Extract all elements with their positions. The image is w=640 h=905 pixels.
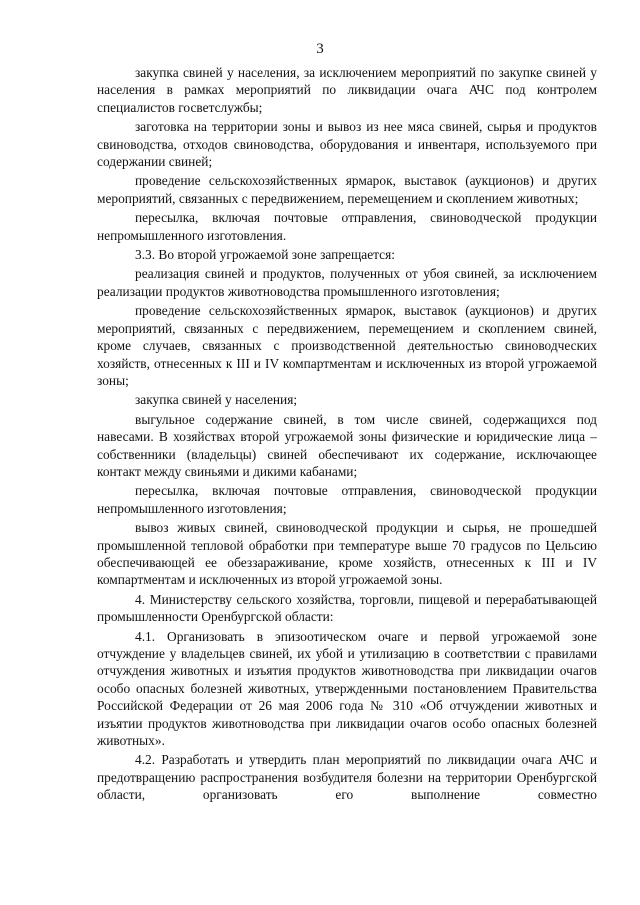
paragraph: заготовка на территории зоны и вывоз из нее мяса свиней, сырья и продуктов свиноводства, отходов свиноводства, оборудования и инвентаря, используемого при содержании свиней; bbox=[97, 119, 597, 170]
paragraph: пересылка, включая почтовые отправления, свиноводческой продукции непромышленного изготовления; bbox=[97, 483, 597, 516]
paragraph: 4.1. Организовать в эпизоотическом очаге и первой угрожаемой зоне отчуждение у владельцев свиней, их убой и утилизацию в соответствии с правилами отчуждения животных и изъятия продуктов животноводства при ликвидации очагов особо опасных болезней животных, утвержденными постановлением Правительства Российской Федерации от 26 мая 2006 года № 310 «Об отчуждении животных и изъятии продуктов животноводства при ликвидации очагов особо опасных болезней животных». bbox=[97, 628, 597, 749]
paragraph: проведение сельскохозяйственных ярмарок, выставок (аукционов) и других мероприятий, связанных с передвижением, перемещением и скоплением животных; bbox=[97, 173, 597, 206]
paragraph: 4.2. Разработать и утвердить план мероприятий по ликвидации очага АЧС и предотвращению распространения возбудителя болезни на территории Оренбургской области, организовать его выполнение совместно bbox=[97, 752, 597, 803]
paragraph: вывоз живых свиней, свиноводческой продукции и сырья, не прошедшей промышленной тепловой обработки при температуре выше 70 градусов по Цельсию обеспечивающей ее обеззараживание, кроме хозяйств, отнесенных к III и IV компартментам и исключенных из второй угрожаемой зоны. bbox=[97, 520, 597, 588]
paragraph: реализация свиней и продуктов, полученных от убоя свиней, за исключением реализации продуктов животноводства промышленного изготовления; bbox=[97, 266, 597, 299]
document-body bbox=[97, 64, 597, 806]
page-number: 3 bbox=[316, 41, 324, 57]
paragraph: пересылка, включая почтовые отправления, свиноводческой продукции непромышленного изготовления. bbox=[97, 210, 597, 243]
section-heading: 4. Министерству сельского хозяйства, торговли, пищевой и перерабатывающей промышленности Оренбургской области: bbox=[97, 591, 597, 625]
section-heading: 3.3. Во второй угрожаемой зоне запрещается: bbox=[135, 247, 395, 263]
paragraph: закупка свиней у населения, за исключением мероприятий по закупке свиней у населения в рамках мероприятий по ликвидации очага АЧС под контролем специалистов госветслужбы; bbox=[97, 65, 597, 115]
paragraph: закупка свиней у населения; bbox=[135, 392, 298, 408]
paragraph: выгульное содержание свиней, в том числе свиней, содержащихся под навесами. В хозяйствах второй угрожаемой зоны физические и юридические лица – собственники (владельцы) свиней обеспечивают их содержание, исключающее контакт между свиньями и дикими кабанами; bbox=[97, 411, 597, 479]
paragraph: проведение сельскохозяйственных ярмарок, выставок (аукционов) и других мероприятий, связанных с передвижением, перемещением и скоплением свиней, кроме случаев, связанных с производственной деятельностью свиноводческих хозяйств, отнесенных к III и IV компартментам и исключенных из второй угрожаемой зоны; bbox=[97, 303, 597, 388]
